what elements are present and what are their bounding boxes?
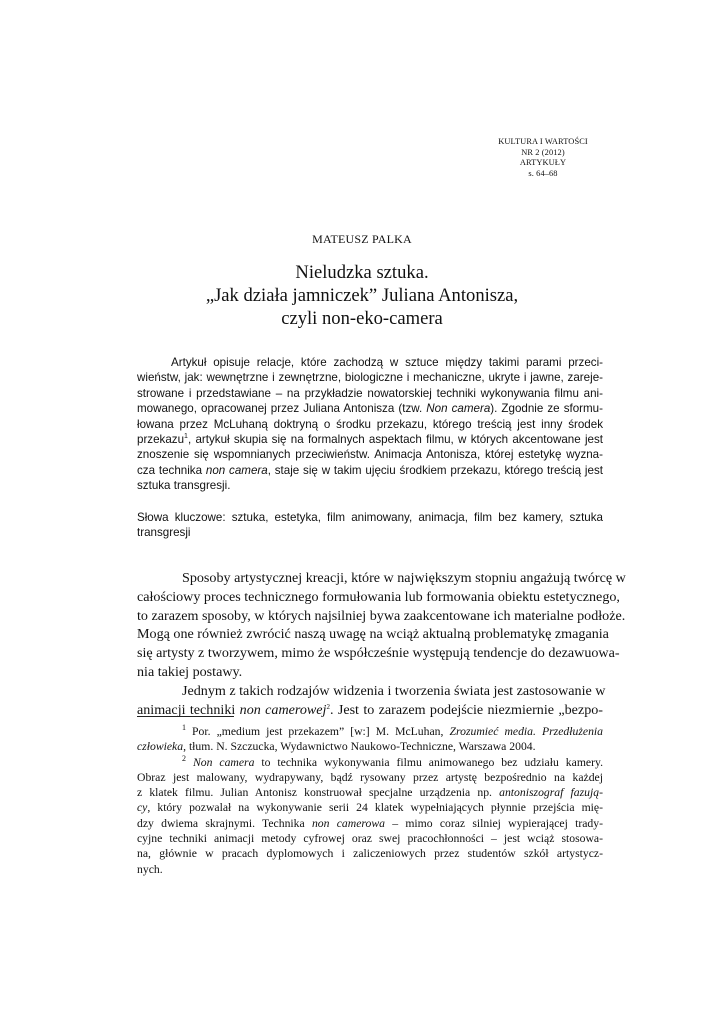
italic-term: Non camera (426, 402, 491, 416)
body-line: całościowy proces technicznego formułowania lub formowania obiektu estetycznego, (137, 588, 620, 605)
keywords-line: Słowa kluczowe: sztuka, estetyka, film animowany, animacja, film bez kamery, sztuka (137, 511, 603, 524)
keywords (137, 510, 603, 541)
abstract-line: strowane i przedstawiane – na przykładzie nowatorskiej techniki wykonywania filmu ani- (137, 386, 603, 400)
footnote-number-2: 2 (182, 753, 186, 763)
title-line-3: czyli non-eko-camera (281, 308, 443, 329)
journal-metadata (488, 137, 598, 179)
title-line-2: „Jak działa jamniczek” Juliana Antonisza, (205, 285, 519, 306)
footnote-ref-1: 1 (184, 433, 188, 441)
body-line: nia takiej postawy. (137, 663, 243, 680)
journal-issue: NR 2 (2012) (521, 147, 565, 157)
abstract-line: przekazu$^1$, artykuł skupia się na formalnych aspektach filmu, w których akcentowane jest (137, 433, 603, 447)
footnote-ref-2: 2 (326, 702, 330, 711)
abstract-line: znoszenie się wspomnianych przeciwieństw. Animacja Antonisza, której estetykę wyzna- (137, 448, 603, 462)
footnote-separator (137, 716, 234, 717)
abstract-line: wieństw, jak: wewnętrzne i zewnętrzne, biologiczne i mechaniczne, ukryte i jawne, zareje- (137, 371, 603, 385)
footnote-line: Obraz jest malowany, wydrapywany, bądź rysowany przez artystę bezpośrednio na każdej (137, 770, 603, 784)
body-line: się artysty z tworzywem, mimo że współcześnie występują tendencje do dezawuowa- (137, 645, 620, 662)
author-name: MATEUSZ PALKA (312, 232, 412, 246)
abstract-line: cza technika non camera, staje się w takim ujęciu środkiem przekazu, którego treścią jest (137, 463, 603, 477)
journal-name: KULTURA I WARTOŚCI (498, 137, 588, 146)
body-line: to zarazem sposoby, w których najsilniej bywa zaakcentowane ich materialne podłoże. (137, 607, 626, 624)
keywords-line: transgresji (137, 526, 191, 540)
journal-pages: s. 64–68 (528, 168, 558, 178)
footnote-line: z klatek filmu. Julian Antonisz konstruował specjalne urządzenia np. antoniszograf fazują- (137, 786, 603, 800)
footnote-line: cyjne techniki animacji metody cyfrowej oraz swej pracochłonności – jest wciąż stosowa- (137, 832, 603, 846)
footnote-number-1: 1 (182, 723, 186, 732)
abstract (137, 355, 603, 494)
footnote-line: na, głównie w pracach dyplomowych i zaliczeniowych przez studentów szkół artystycz- (137, 847, 603, 861)
body-text (137, 569, 626, 719)
footnote-line: cy, który pozwalał na wykonywanie serii 24 klatek wypełniających płynnie przejścia mię- (137, 801, 603, 815)
body-line: animacji techniki non camerowej$^2$. Jest to zarazem podejście niezmiernie „bezpo- (137, 701, 603, 718)
title-line-1: Nieludzka sztuka. (295, 262, 429, 283)
article-title (0, 261, 724, 330)
footnotes (137, 724, 603, 877)
body-line: Sposoby artystycznej kreacji, które w największym stopniu angażują twórcę w (182, 570, 626, 586)
abstract-line: sztuka transgresji. (137, 479, 231, 493)
abstract-line: łowana przez McLuhaną doktryną o środku przekazu, którego treścią jest inny środek (137, 417, 603, 431)
body-line: Mogą one również zwrócić naszą uwagę na wciąż aktualną problematykę zmagania (137, 626, 609, 643)
footnote-line: człowieka, tłum. N. Szczucka, Wydawnictwo Naukowo-Techniczne, Warszawa 2004. (137, 740, 536, 754)
journal-section: ARTYKUŁY (519, 158, 567, 167)
footnote-line: $^2$ Non camera to technika wykonywania filmu animowanego bez udziału kamery. (182, 753, 603, 769)
footnote-line: nych. (137, 862, 163, 876)
italic-term: non camera (205, 463, 268, 477)
abstract-line: Artykuł opisuje relacje, które zachodzą w sztuce między takimi parami przeci- (171, 356, 603, 369)
footnote-line: dzy dwiema skrajnymi. Technika non camerowa – mimo coraz silniej wypierającej trady- (137, 816, 604, 830)
footnote-line: $^1$ Por. „medium jest przekazem” [w:] M. McLuhan, Zrozumieć media. Przedłużenia (182, 723, 604, 738)
abstract-line: mowanego, opracowanej przez Juliana Antonisza (tzw. Non camera). Zgodnie ze sformu- (137, 402, 603, 416)
body-line: Jednym z takich rodzajów widzenia i tworzenia świata jest zastosowanie w (182, 682, 606, 699)
italic-term: non camerowej (239, 701, 327, 718)
